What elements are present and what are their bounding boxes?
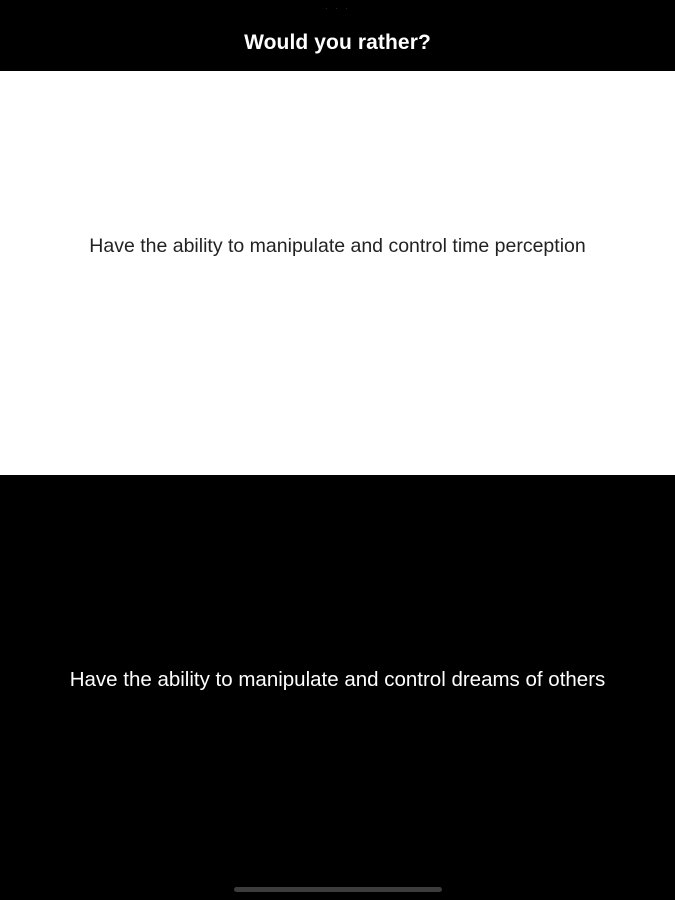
page-title: Would you rather? <box>244 31 431 54</box>
choice-option-b-label: Have the ability to manipulate and control dreams of others <box>69 667 606 691</box>
status-bar-dots: · · · <box>324 3 351 14</box>
choice-option-b[interactable] <box>0 476 675 900</box>
choice-option-a[interactable] <box>0 71 675 475</box>
choice-option-a-label: Have the ability to manipulate and control time perception <box>89 235 586 258</box>
home-indicator[interactable] <box>234 887 442 892</box>
home-indicator-area <box>0 887 675 892</box>
app-header <box>0 0 675 71</box>
